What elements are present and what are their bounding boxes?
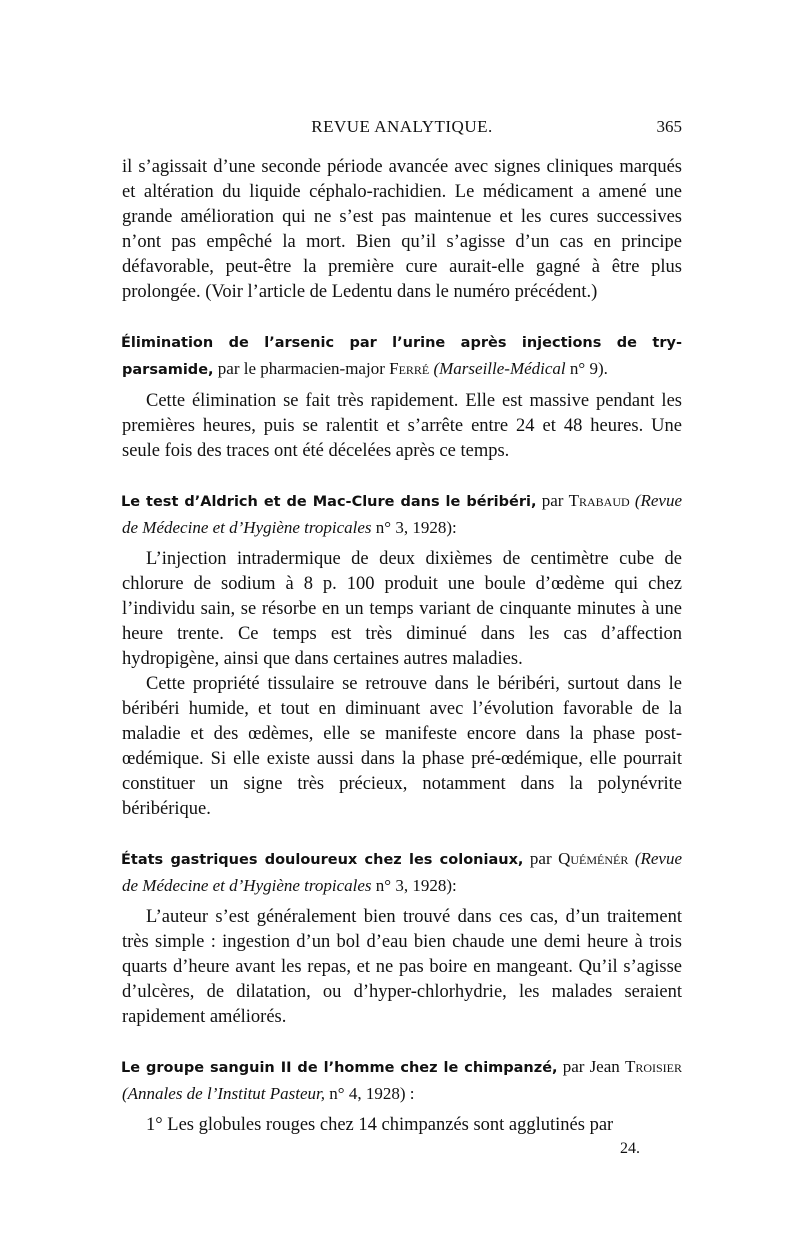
author-name: Troisier [624,1057,682,1076]
author-name: Quéménér [558,849,629,868]
section-gastric-states [122,846,682,1030]
source-title: (Annales de l’Institut Pasteur, [122,1084,326,1103]
source-issue: n° 3, 1928): [375,518,457,537]
intro-paragraph: il s’agissait d’une seconde période avancée avec signes cliniques marqués et altération du liquide céphalo-rachidien. Le médicament a amené une grande amélioration qui ne s’est pas maintenue et les cures successives n’ont pas empêché la mort. Bien qu’il s’agisse d’un cas en principe défavorable, peut-être la première cure aurait-elle gagné à être plus prolongée. (Voir l’article de Ledentu dans le numéro précédent.) [122,157,682,302]
section-heading [122,488,682,541]
source-issue: n° 4, 1928) : [329,1084,415,1103]
section-title: États gastriques douloureux chez les coloniaux, [121,852,524,868]
source-title: (Revue de Médecine et d’Hygiène tropicales [122,849,683,895]
signature-mark: 24. [620,1140,640,1157]
section-paragraph: 1° Les globules rouges chez 14 chimpanzés sont agglutinés par [146,1115,614,1135]
article-body [122,155,682,1138]
section-arsenic [122,329,682,464]
source-title: (Marseille-Médical [433,359,566,378]
section-paragraph: Cette élimination se fait très rapidement. Elle est massive pendant les premières heures, puis se ralentit et s’arrête entre 24 et 48 heures. Une seule fois des traces ont été décelées après ce temps. [122,391,682,461]
section-title: Le test d’Aldrich et de Mac-Clure dans le béribéri, [121,494,537,510]
author-prefix: par Jean [562,1057,620,1076]
source-issue: n° 9). [569,359,608,378]
section-title: Élimination de l’arsenic par l’urine après injections de try-parsamide, [121,335,682,378]
section-heading [122,1054,682,1107]
section-paragraph: Cette propriété tissulaire se retrouve dans le béribéri, surtout dans le béribéri humide, et tout en diminuant avec l’évolution favorable de la maladie et des œdèmes, elle se manifeste encore dans la phase post-œdémique. Si elle existe aussi dans la phase pré-œdémique, elle pourrait constituer un signe très précieux, notamment dans la polynévrite béribérique. [122,674,682,819]
section-heading [122,846,682,899]
section-paragraph: L’injection intradermique de deux dixièmes de centimètre cube de chlorure de sodium à 8 p. 100 produit une boule d’œdème qui chez l’individu sain, se résorbe en un temps variant de cinquante minutes à une heure trente. Ce temps est très diminué dans les cas d’affection hydropigène, ainsi que dans certaines autres maladies. [122,549,682,669]
source-issue: n° 3, 1928): [375,876,457,895]
section-title: Le groupe sanguin II de l’homme chez le chimpanzé, [121,1060,558,1076]
section-blood-group [122,1054,682,1138]
running-header [122,117,682,145]
author-prefix: par le pharmacien-major [217,359,385,378]
page-number: 365 [656,117,682,136]
author-name: Trabaud [568,491,630,510]
source-title: (Revue de Médecine et d’Hygiène tropicales [122,491,683,537]
section-aldrich-test [122,488,682,822]
author-prefix: par [529,849,552,868]
running-title: REVUE ANALYTIQUE. [311,117,493,136]
section-paragraph: L’auteur s’est généralement bien trouvé dans ces cas, d’un traitement très simple : ingestion d’un bol d’eau bien chaude une demi heure à trois quarts d’heure avant les repas, et ne pas boire en mangeant. Qu’il s’agisse d’ulcères, de dilatation, ou d’hyper-chlorhydrie, les malades seraient rapidement améliorés. [122,907,682,1027]
section-heading [122,329,682,383]
author-prefix: par [541,491,564,510]
author-name: Ferré [389,359,430,378]
